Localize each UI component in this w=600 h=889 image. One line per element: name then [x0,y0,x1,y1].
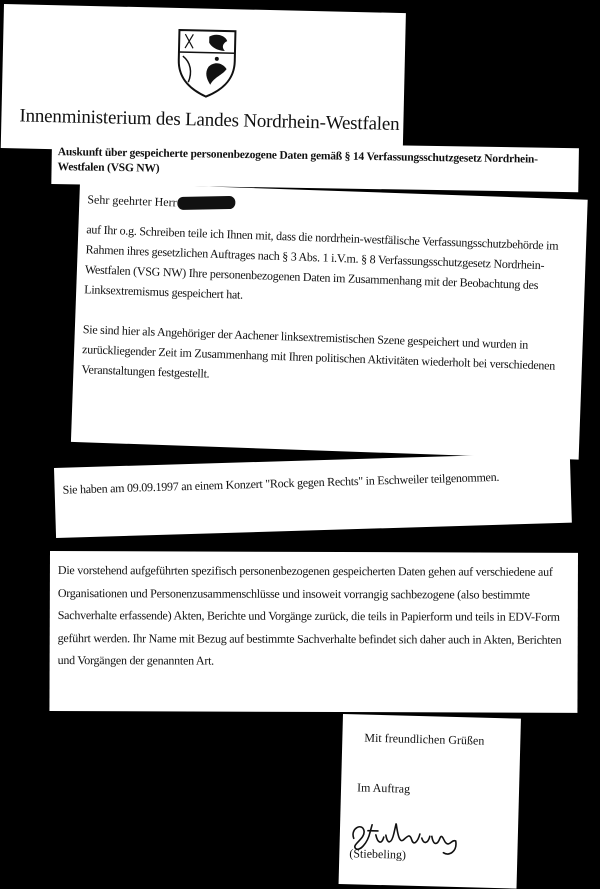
closing-greeting: Mit freundlichen Grüßen [364,730,485,748]
body-fragment-1 [71,182,588,460]
ministry-name: Innenministerium des Landes Nordrhein-Westfalen [19,105,400,135]
body-fragment-3 [49,551,578,713]
signatory-name: (Stiebeling) [349,846,407,862]
salutation-text: Sehr geehrter Herr [87,192,177,210]
closing-on-behalf: Im Auftrag [356,780,411,796]
salutation [87,192,579,224]
redacted-name [178,196,236,210]
body-fragment-2 [54,453,572,538]
paragraph-concert: Sie haben am 09.09.1997 an einem Konzert "Rock gegen Rechts" in Eschweiler teilgenommen. [62,469,500,497]
letterhead-fragment [1,4,406,157]
subject-line: Auskunft über gespeicherte personenbezogene Daten gemäß § 14 Verfassungsschutzgesetz Nordrhein-Westfalen (VSG NW) [57,146,538,175]
closing-fragment [339,714,521,889]
paragraph-records: Die vorstehend aufgeführten spezifisch personenbezogenen gespeicherten Daten gehen auf verschiedene auf Organisationen und Personenzusammenschlüsse und insoweit vorrangig sachbezogene (also bestimmte Sachverhalte erfassende) Akten, Berichte und Vorgänge zurück, die teils in Papierform und teils in EDV-Form geführt werden. Ihr Name mit Bezug auf bestimmte Sachverhalte befindet sich daher auch in Akten, Berichten und Vorgängen der genannten Art. [57,563,562,668]
nrw-coat-of-arms-icon [170,26,244,100]
paragraph-scene-membership: Sie sind hier als Angehöriger der Aachener linksextremistischen Szene gespeichert und wurden in zurückliegender Zeit im Zusammenhang mit Ihren politischen Aktivitäten wiederholt bei verschiedenen Veranstaltungen festgestellt. [81,322,556,381]
paragraph-storage-notice: auf Ihr o.g. Schreiben teile ich Ihnen mit, dass die nordrhein-westfälische Verfassungsschutzbehörde im Rahmen ihres gesetzlichen Auftrages nach § 3 Abs. 1 i.V.m. § 8 Verfassungsschutzgesetz Nordrhein-Westfalen (VSG NW) Ihre personenbezogenen Daten im Zusammenhang mit der Beobachtung des Linksextremismus gespeichert hat. [84,222,559,302]
